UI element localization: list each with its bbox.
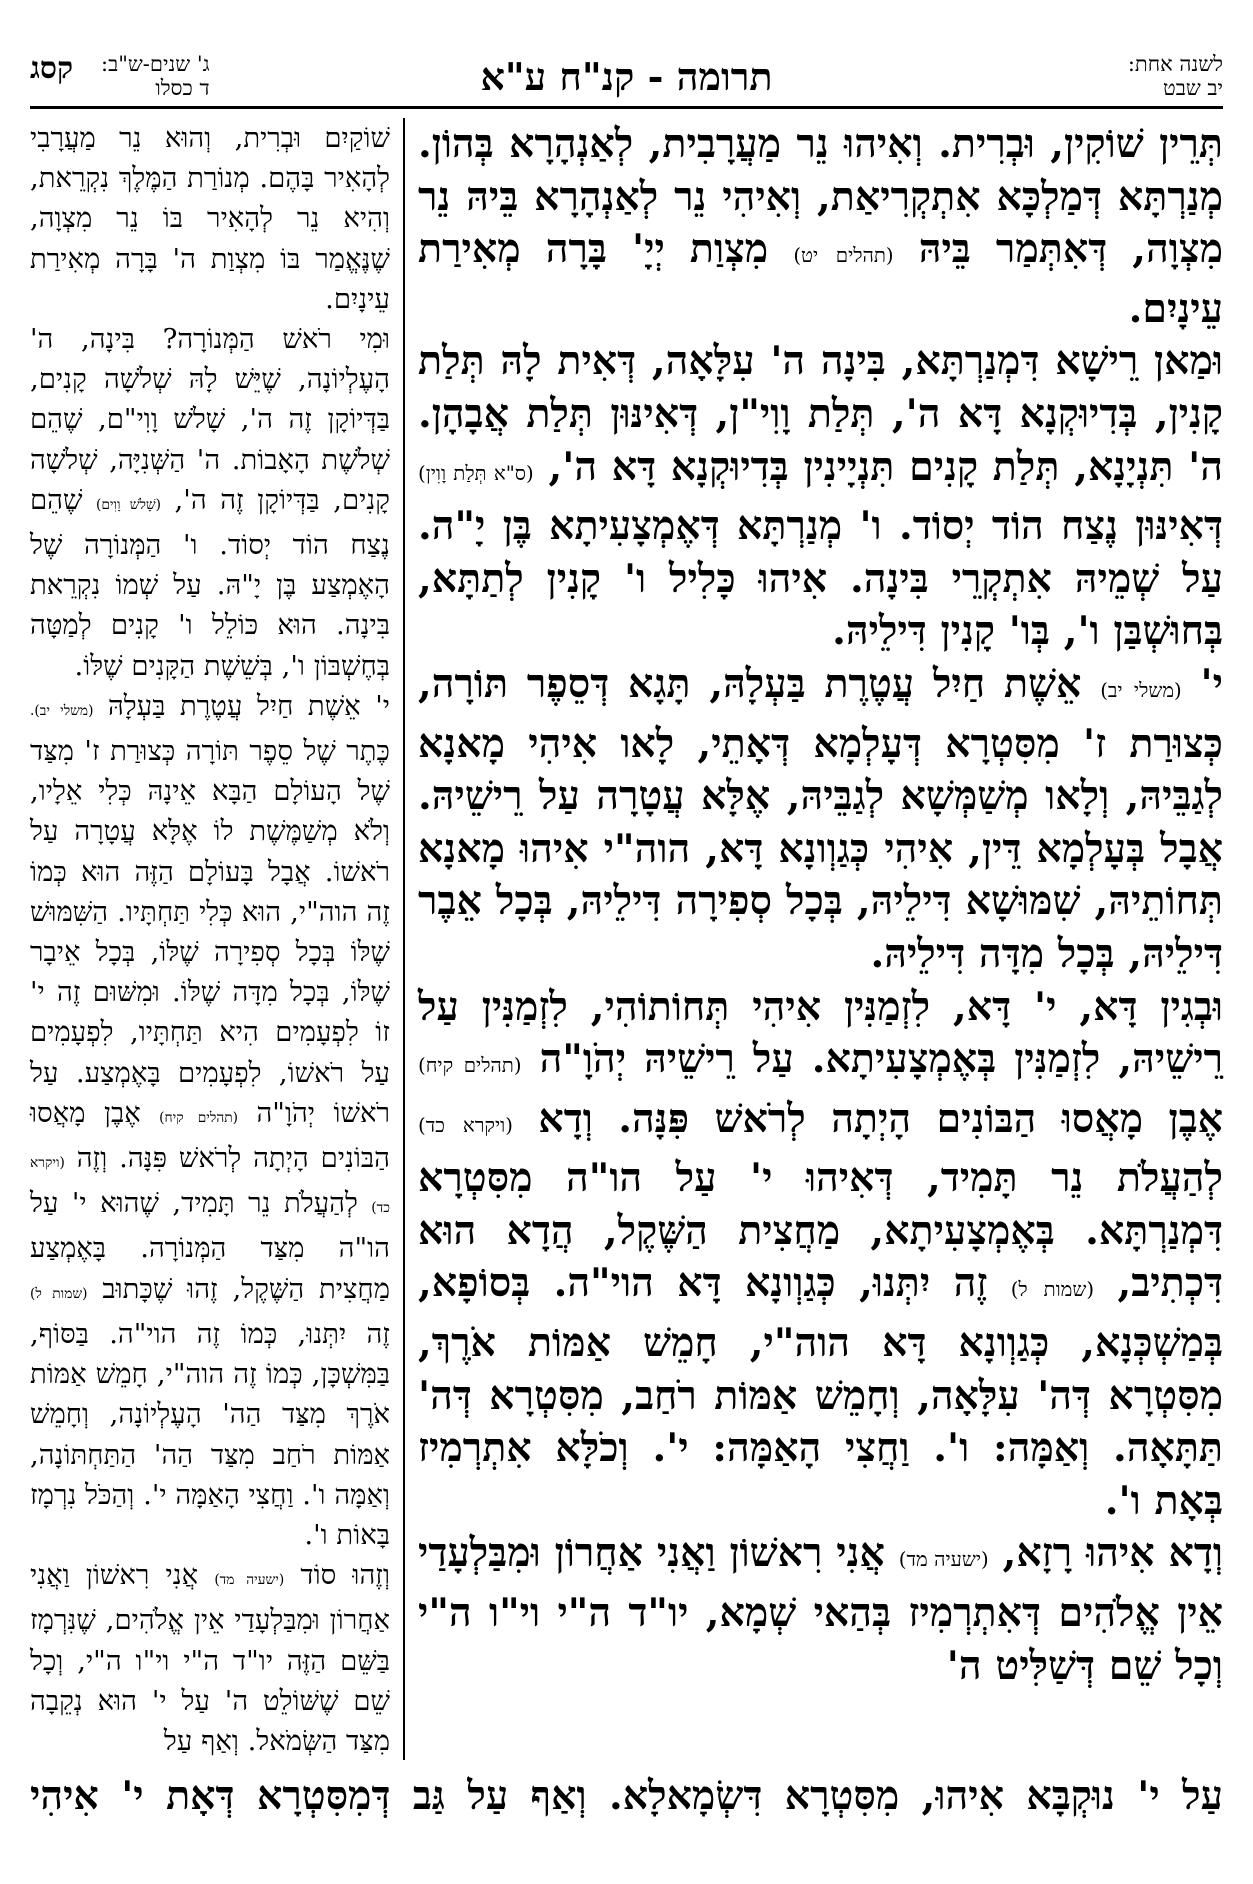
header-right-dates [1128, 52, 1223, 100]
main-text: אֵשֶׁת חַיִל עֲטֶרֶת בַּעְלָהּ, תָּגָא דְּסֵפֶר תּוֹרָה, כְּצוּרַת ז' מִסִּטְרָא דְּעָלְמָא דְּאָתֵי, לָאו אִיהִי מָאנָא לְגַבֵּיהּ, וְלָאו מְשַׁמְּשָׁא לְגַבֵּיהּ, אֶלָּא עֲטָרָה עַל רֵישֵׁיהּ. אֲבָל בְּעָלְמָא דֵּין, אִיהִי כְּגַוְונָא דָּא, הוה"י אִיהוּ מָאנָא תְּחוֹתֵיהּ, שִׁמּוּשָׁא דִּילֵיהּ, בְּכָל סְפִירָה דִּילֵיהּ, בְּכָל אֵבֶר דִּילֵיהּ, בְּכָל מִדָּה דִּילֵיהּ. [418, 660, 1223, 977]
main-text: אֲנִי רִאשׁוֹן וַאֲנִי אַחֲרוֹן וּמִבַּלְעָדַי אֵין אֱלֹהִים דְּאִתְרְמִיז בְּהַאי שְׁמָא, יו"ד ה"י וי"ו ה"י וְכָל שֵׁם דְּשַׁלִּיט ה' [418, 1530, 1223, 1689]
main-text: אֶבֶן מָאֲסוּ הַבּוֹנִים הָיְתָה לְרֹאשׁ פִּנָּה. וְדָא [538, 1095, 1223, 1142]
verse-reference: (ישעיה מד) [214, 1572, 285, 1589]
header-right-date-2: יב שבט [1163, 76, 1223, 100]
main-text: תְּרֵין שׁוֹקִין, וּבְרִית. וְאִיהוּ נֵר מַעֲרָבִית, לְאַנְהָרָא בְּהוֹן. מְנַרְתָּא דְּמַלְכָּא אִתְקְרִיאַת, וְאִיהִי נֵר לְאַנְהָרָא בֵּיהּ נֵר מִצְוָה, דְּאִתְּמַר בֵּיהּ [418, 121, 1223, 273]
commentary-text: שֶׁהֵם נֶצַח הוֹד יְסוֹד. ו' הַמְּנוֹרָה שֶׁל הָאֶמְצַע בֶּן יָ"הּ. עַל שְׁמוֹ נִקְרֵאת בִּינָה. הוּא כּוֹלֵל ו' קָנִים לְמַטָּה בְּחֶשְׁבּוֹן ו', בְּשֵׁשֶׁת הַקָּנִים שֶׁלּוֹ. [30, 483, 390, 682]
commentary-text: אֶבֶן מָאֲסוּ הַבּוֹנִים הָיְתָה לְרֹאשׁ פִּנָּה. וְזֶה [30, 1096, 391, 1175]
page-title: תרומה - קנ"ח ע"א [480, 54, 773, 99]
verse-reference: (תהלים יט) [793, 244, 894, 268]
commentary-column [30, 118, 390, 1761]
main-paragraph [418, 981, 1223, 1528]
main-text-bottom-line: עַל י' נוּקְבָּא אִיהוּ, מִסִּטְרָא דִּשְׂמָאלָא. וְאַף עַל גַּב דְּמִסִּטְרָא דְּאָת י' אִיהִי [30, 1773, 1223, 1819]
main-text: דְּאִינּוּן נֶצַח הוֹד יְסוֹד. ו' מְנַרְתָּא דְּאֶמְצָעִיתָא בֶּן יָ"ה. עַל שְׁמֵיהּ אִתְקְרֵי בִּינָה. אִיהוּ כָּלִיל ו' קָנִין לְתַתָּא, בְּחוּשְׁבַּן ו', בְּו' קָנִין דִּילֵיהּ. [418, 503, 1223, 655]
main-text: וּמַאן רֵישָׁא דִּמְנַרְתָּא, בִּינָה ה' עִלָּאָה, דְּאִית לָהּ תְּלַת קָנִין, בְּדִיוּקְנָא דָּא ה', תְּלַת וָוִי"ן, דְּאִינּוּן תְּלַת אֲבָהָן. ה' תִּנְיָנָא, תְּלַת קָנִים תִּנְיָינִין בְּדִיוּקְנָא דָּא ה', [418, 338, 1223, 490]
main-text: י' [1200, 660, 1223, 707]
page-folio: קסג [30, 51, 74, 86]
commentary-text: זֶה יִתְּנוּ, כְּמוֹ זֶה הוי"ה. בַּסּוֹף, בַּמִּשְׁכָּן, כְּמוֹ זֶה הוה"י, חָמֵשׁ אַמּוֹת אֹרֶךְ מִצַּד הַה' הָעֶלְיוֹנָה, וְחָמֵשׁ אַמּוֹת רֹחַב מִצַּד הַה' הַתַּחְתּוֹנָה, וְאַמָּה ו'. וַחֲצִי הָאַמָּה י'. וְהַכֹּל נִרְמָז בָּאוֹת ו'. [30, 1317, 390, 1551]
verse-reference: (ס"א תְּלַת וָוִין) [418, 461, 534, 485]
commentary-text: וּמִי רֹאשׁ הַמְּנוֹרָה? בִּינָה, ה' הָעֶלְיוֹנָה, שֶׁיֵּשׁ לָהּ שְׁלֹשָׁה קָנִים, בַּדְּיוֹקָן זֶה ה', שָׁלֹשׁ וָוִי"ם, שֶׁהֵם שְׁלֹשֶׁת הָאָבוֹת. ה' הַשְּׁנִיָּה, שְׁלֹשָׁה קָנִים, בַּדְּיוֹקָן זֶה ה', [30, 323, 390, 516]
page-header [30, 52, 1223, 104]
header-left-date-2: ד כסלו [155, 76, 210, 100]
commentary-paragraph [30, 686, 390, 1555]
verse-reference: (ויקרא כד) [30, 1155, 390, 1217]
verse-reference: (משלי יב) [1100, 678, 1182, 702]
commentary-text: כֶּתֶר שֶׁל סֵפֶר תּוֹרָה כְּצוּרַת ז' מִצַּד שֶׁל הָעוֹלָם הַבָּא אֵינָהּ כְּלִי אֵלָיו, וְלֹא מְשַׁמֶּשֶׁת לוֹ אֶלָּא עֲטָרָה עַל רֹאשׁוֹ. אֲבָל בָּעוֹלָם הַזֶּה הוּא כְּמוֹ זֶה הוה"י, הוּא כְּלִי תַּחְתָּיו. הַשִּׁמּוּשׁ שֶׁלּוֹ בְּכָל סְפִירָה שֶׁלּוֹ, בְּכָל אֵיבָר שֶׁלּוֹ, בְּכָל מִדָּה שֶׁלּוֹ. וּמִשּׁוּם זֶה י' זוֹ לִפְעָמִים הִיא תַּחְתָּיו, לִפְעָמִים עַל רֹאשׁוֹ, לִפְעָמִים בָּאֶמְצַע. עַל רֹאשׁוֹ יְהֹוָ"ה [30, 735, 390, 1129]
main-text: וּבְגִין דָּא, י' דָּא, לִזְמַנִּין אִיהִי תְּחוֹתוֹהִי, לִזְמַנִּין עַל רֵישֵׁיהּ, לִזְמַנִּין בְּאֶמְצָעִיתָא. עַל רֵישֵׁיהּ יְהֹוָ"ה [418, 983, 1223, 1083]
main-paragraph [418, 658, 1223, 981]
commentary-text: אֲנִי רִאשׁוֹן וַאֲנִי אַחֲרוֹן וּמִבַּלְעָדַי אֵין אֱלֹהִים, שֶׁנִּרְמָז בַּשֵּׁם הַזֶּה יו"ד ה"י וי"ו ה"י, וְכָל שֵׁם שֶׁשּׁוֹלֵט ה' עַל י' הוּא נְקֵבָה מִצַּד הַשְּׂמֹאל. וְאַף עַל [30, 1559, 390, 1757]
main-text: מִצְוַת יְיָ' בָּרָה מְאִירַת עֵינָיִם. [418, 226, 1223, 332]
main-paragraph [418, 335, 1223, 658]
main-text-column [418, 118, 1223, 1692]
commentary-paragraph: שׁוֹקַיִם וּבְרִית, וְהוּא נֵר מַעֲרָבִי לְהָאִיר בָּהֶם. מְנוֹרַת הַמֶּלֶךְ נִקְרֵאת, וְהִיא נֵר לְהָאִיר בּוֹ נֵר מִצְוָה, שֶׁנֶּאֱמַר בּוֹ מִצְוַת ה' בָּרָה מְאִירַת עֵינָיִם. [30, 122, 390, 315]
commentary-paragraph [30, 1555, 390, 1761]
verse-reference: (שמות ל) [30, 1285, 88, 1302]
commentary-text: וְזֶהוּ סוֹד [300, 1559, 390, 1592]
verse-reference: (ויקרא כד) [418, 1113, 513, 1137]
header-right-date-1: לשנה אחת: [1127, 52, 1223, 76]
verse-reference: (ישעיה מד) [898, 1548, 989, 1572]
main-paragraph [418, 1527, 1223, 1692]
column-divider [403, 118, 405, 1760]
header-rule [30, 106, 1223, 109]
verse-reference: (תהלים קיח) [418, 1054, 522, 1078]
commentary-paragraph [30, 319, 390, 686]
main-text: זֶה יִתְּנוּ, כְּגַוְונָא דָּא הוי"ה. בְּסוֹפָא, בְּמַשְׁכְּנָא, כְּגַוְונָא דָּא הוה"י, חָמֵשׁ אַמּוֹת אֹרֶךְ, מִסִּטְרָא דְּה' עִלָּאָה, וְחָמֵשׁ אַמּוֹת רֹחַב, מִסִּטְרָא דְּה' תַּתָּאָה. וְאַמָּה: ו'. וַחֲצִי הָאַמָּה: י'. וְכֹלָּא אִתְרְמִיז בְּאָת ו'. [418, 1260, 1223, 1524]
header-left-date-1: ג' שנים-ש"ב: [101, 52, 210, 76]
verse-reference: (משלי יב). [30, 702, 94, 719]
main-text: וְדָא אִיהוּ רָזָא, [1002, 1530, 1223, 1577]
commentary-text: י' אֵשֶׁת חַיִל עֲטֶרֶת בַּעְלָהּ [107, 689, 390, 722]
verse-reference: (שָׁלֹשׁ וָוִים) [95, 496, 161, 513]
commentary-text: לְהַעֲלֹת נֵר תָּמִיד, שֶׁהוּא י' עַל הו"ה מִצַּד הַמְּנוֹרָה. בָּאֶמְצַע מַחֲצִית הַשֶּׁקֶל, זֶהוּ שֶׁכָּתוּב [30, 1187, 390, 1305]
verse-reference: (תהלים קיח) [159, 1109, 239, 1126]
main-text: לְהַעֲלֹת נֵר תָּמִיד, דְּאִיהוּ י' עַל הו"ה מִסִּטְרָא דִּמְנַרְתָּא. בְּאֶמְצָעִיתָא, מַחֲצִית הַשֶּׁקֶל, הֲדָא הוּא דִּכְתִיב, [418, 1155, 1223, 1307]
verse-reference: (שמות ל) [1010, 1278, 1095, 1302]
main-paragraph [418, 118, 1223, 335]
